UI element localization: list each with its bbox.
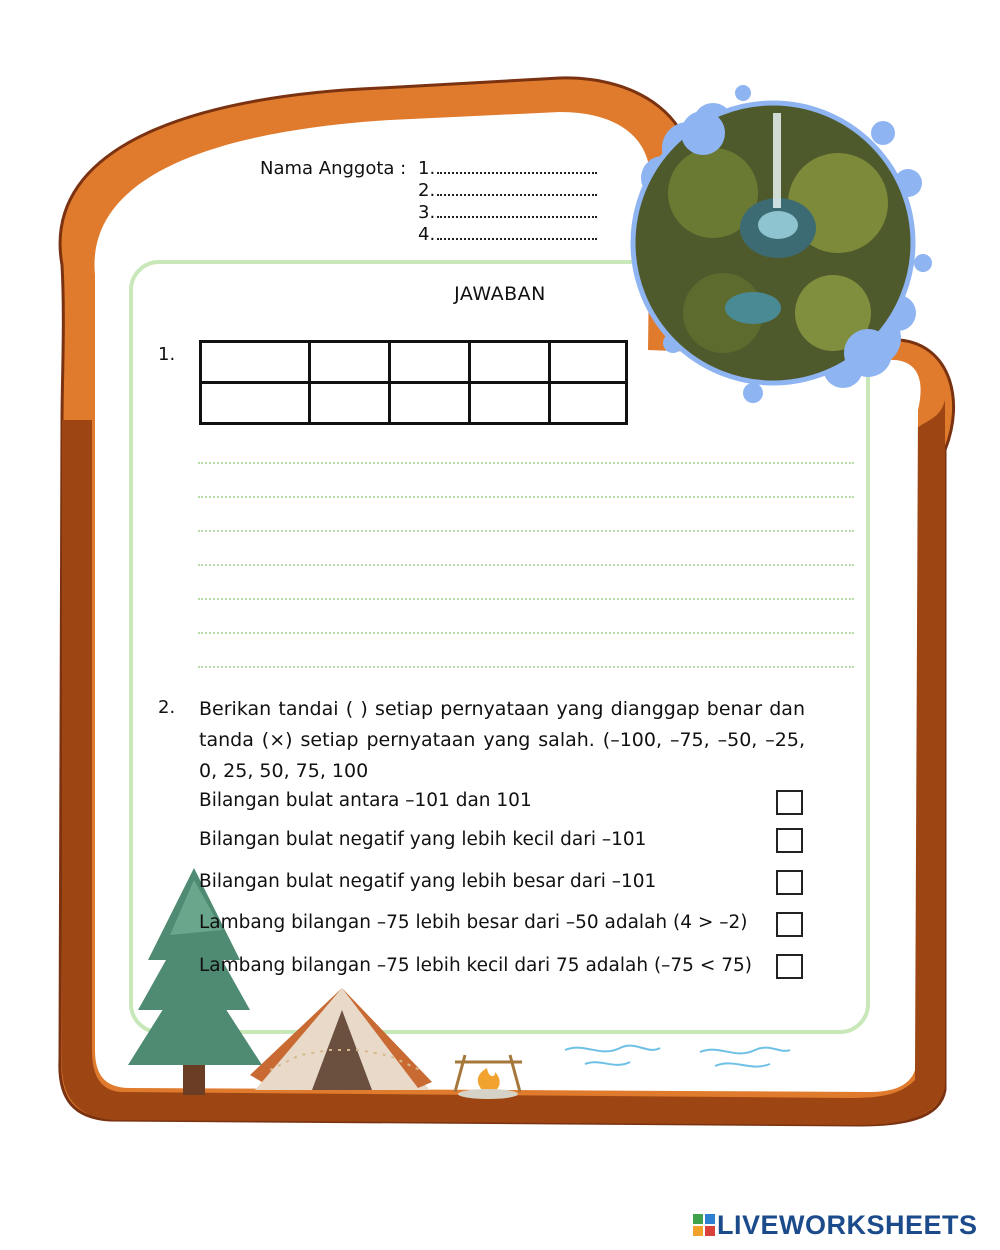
grid-cell[interactable] xyxy=(310,383,390,424)
grid-cell[interactable] xyxy=(550,383,627,424)
grid-cell[interactable] xyxy=(201,383,310,424)
member-blank[interactable] xyxy=(437,224,597,240)
writing-lines[interactable] xyxy=(198,462,854,700)
member-blank[interactable] xyxy=(437,180,597,196)
grid-cell[interactable] xyxy=(470,342,550,383)
statement-5-checkbox[interactable] xyxy=(776,954,803,979)
member-row-4[interactable]: 4. xyxy=(418,224,597,246)
statement-2-checkbox[interactable] xyxy=(776,828,803,853)
answer-grid xyxy=(199,340,628,425)
statement-5: Lambang bilangan –75 lebih kecil dari 75 adalah (–75 < 75) xyxy=(199,955,752,976)
statement-4-checkbox[interactable] xyxy=(776,912,803,937)
statement-1-checkbox[interactable] xyxy=(776,790,803,815)
liveworksheets-icon xyxy=(693,1214,715,1236)
grid-cell[interactable] xyxy=(310,342,390,383)
member-blank[interactable] xyxy=(437,202,597,218)
member-row-3[interactable]: 3. xyxy=(418,202,597,224)
answer-title: JAWABAN xyxy=(454,283,546,305)
grid-cell[interactable] xyxy=(201,342,310,383)
grid-cell[interactable] xyxy=(390,383,470,424)
statement-4: Lambang bilangan –75 lebih besar dari –50 adalah (4 > –2) xyxy=(199,912,748,933)
members-label: Nama Anggota : xyxy=(260,158,407,179)
grid-cell[interactable] xyxy=(390,342,470,383)
member-row-2[interactable]: 2. xyxy=(418,180,597,202)
statement-3-checkbox[interactable] xyxy=(776,870,803,895)
statement-2: Bilangan bulat negatif yang lebih kecil dari –101 xyxy=(199,829,647,850)
logo-text: LIVEWORKSHEETS xyxy=(717,1210,978,1240)
member-row-1[interactable]: 1. xyxy=(418,158,597,180)
question-2-number: 2. xyxy=(158,697,176,718)
question-1-number: 1. xyxy=(158,344,176,365)
member-blank[interactable] xyxy=(437,158,597,174)
liveworksheets-logo[interactable] xyxy=(693,1210,978,1241)
grid-cell[interactable] xyxy=(470,383,550,424)
grid-cell[interactable] xyxy=(550,342,627,383)
question-2-instruction: Berikan tandai ( ) setiap pernyataan yang dianggap benar dan tanda (×) setiap pernyataan yang salah. (–100, –75, –50, –25, 0, 25, 50, 75, 100 xyxy=(199,698,805,782)
statement-3: Bilangan bulat negatif yang lebih besar dari –101 xyxy=(199,871,657,892)
statement-1: Bilangan bulat antara –101 dan 101 xyxy=(199,790,532,811)
